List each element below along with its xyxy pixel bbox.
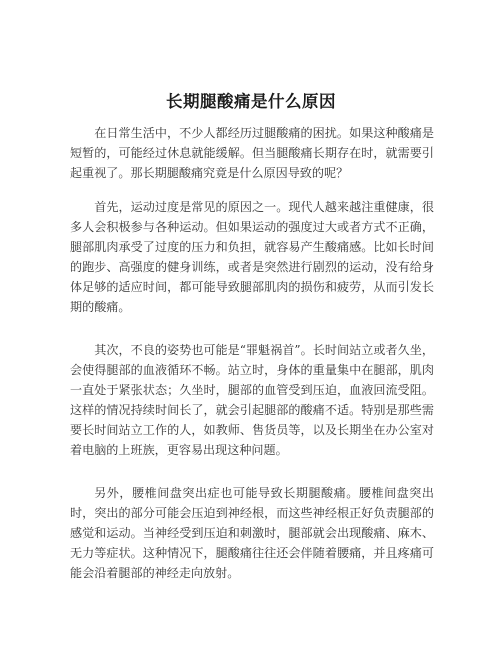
paragraph-posture: 其次，不良的姿势也可能是“罪魁祸首”。长时间站立或者久坐，会使得腿部的血液循环不畅。站立时，身体的重量集中在腿部，肌肉一直处于紧张状态；久坐时，腿部的血管受到压迫，血液回流受阻。这样的情况持续时间长了，就会引起腿部的酸痛不适。特别是那些需要长时间站立工作的人，如教师、售货员等，以及长期坐在办公室对着电脑的上班族，更容易出现这种问题。 <box>70 343 434 457</box>
document-title: 长期腿酸痛是什么原因 <box>166 92 336 111</box>
paragraph-exercise: 首先，运动过度是常见的原因之一。现代人越来越注重健康，很多人会积极参与各种运动。但如果运动的强度过大或者方式不正确，腿部肌肉承受了过度的压力和负担，就容易产生酸痛感。比如长时间的跑步、高强度的健身训练，或者是突然进行剧烈的运动，没有给身体足够的适应时间，都可能导致腿部肌肉的损伤和疲劳，从而引发长期的酸痛。 <box>70 200 434 314</box>
paragraph-intro: 在日常生活中，不少人都经历过腿酸痛的困扰。如果这种酸痛是短暂的，可能经过休息就能缓解。但当腿酸痛长期存在时，就需要引起重视了。那长期腿酸痛究竟是什么原因导致的呢？ <box>70 126 434 180</box>
paragraph-disc-herniation: 另外，腰椎间盘突出症也可能导致长期腿酸痛。腰椎间盘突出时，突出的部分可能会压迫到神经根，而这些神经根正好负责腿部的感觉和运动。当神经受到压迫和刺激时，腿部就会出现酸痛、麻木、无力等症状。这种情况下，腿酸痛往往还会伴随着腰痛，并且疼痛可能会沿着腿部的神经走向放射。 <box>70 486 434 580</box>
